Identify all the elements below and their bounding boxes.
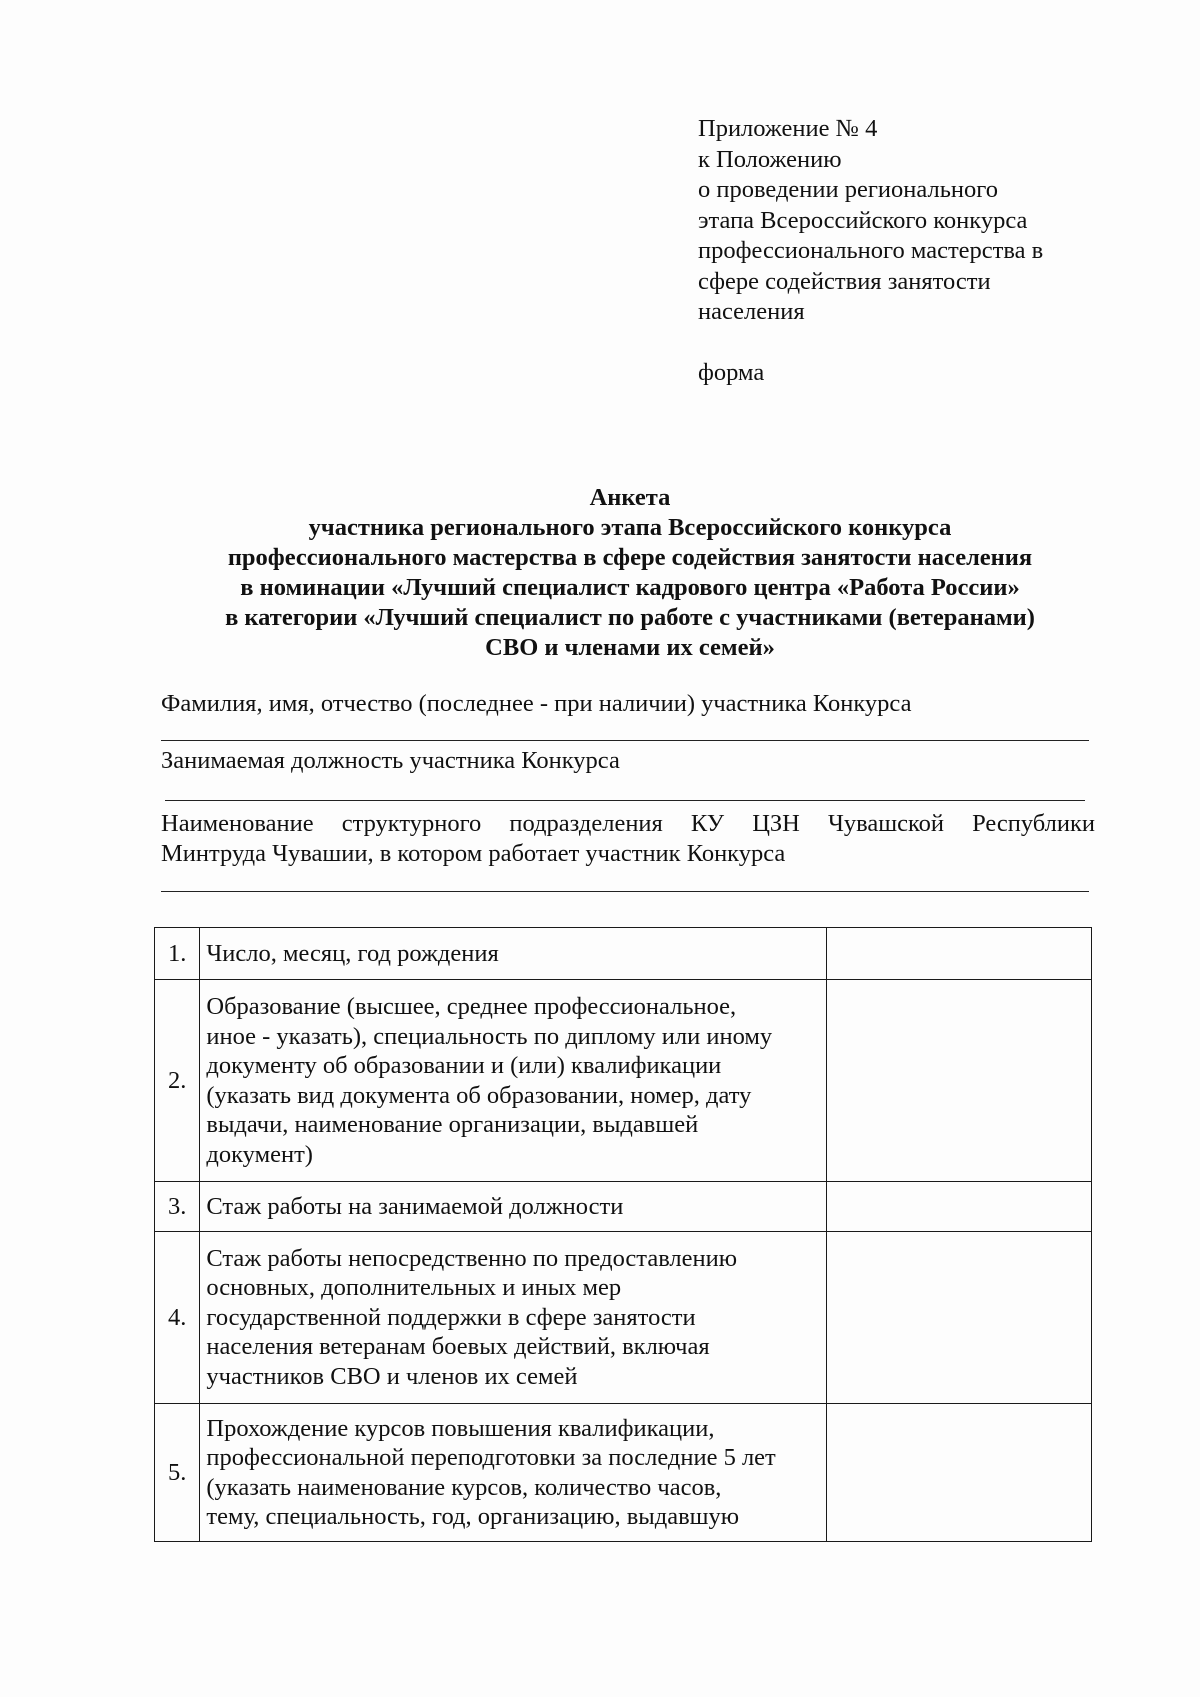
- title-line: в категории «Лучший специалист по работе с участниками (ветеранами): [225, 604, 1035, 631]
- answer-cell[interactable]: [827, 1404, 1092, 1542]
- question-line: тему, специальность, год, организацию, выдавшую: [206, 1503, 740, 1530]
- form-label: форма: [698, 358, 765, 386]
- department-label-line: Минтруда Чувашии, в котором работает участник Конкурса: [161, 840, 786, 867]
- answer-cell[interactable]: [827, 1232, 1092, 1404]
- question-line: Прохождение курсов повышения квалификации,: [206, 1414, 715, 1442]
- row-number: 2.: [155, 980, 200, 1182]
- question-line: участников СВО и членов их семей: [206, 1362, 578, 1390]
- appendix-block: [698, 114, 1138, 388]
- document-title: [140, 483, 1120, 663]
- question-cell: [200, 1232, 827, 1404]
- question-line: (указать наименование курсов, количество часов,: [206, 1473, 722, 1501]
- questionnaire-table: [154, 927, 1092, 1542]
- answer-cell[interactable]: [827, 980, 1092, 1182]
- table-row: [155, 1404, 1092, 1542]
- row-number: 5.: [155, 1404, 200, 1542]
- question-cell: [200, 1404, 827, 1542]
- department-fill-line[interactable]: [161, 891, 1089, 892]
- question-cell: [200, 980, 827, 1182]
- table-row: [155, 980, 1092, 1182]
- appendix-line: населения: [698, 298, 805, 325]
- row-number: 3.: [155, 1182, 200, 1232]
- question-line: документ): [206, 1140, 313, 1168]
- answer-cell[interactable]: [827, 928, 1092, 980]
- appendix-line: этапа Всероссийского конкурса: [698, 206, 1028, 234]
- question-cell: [200, 1182, 827, 1232]
- question-line: населения ветеранам боевых действий, включая: [206, 1333, 710, 1361]
- question-line: Образование (высшее, среднее профессиональное,: [206, 993, 737, 1020]
- table-row: [155, 1232, 1092, 1404]
- question-line: (указать вид документа об образовании, номер, дату: [206, 1081, 752, 1109]
- title-line: СВО и членами их семей»: [485, 634, 775, 661]
- position-fill-line[interactable]: [165, 800, 1085, 801]
- appendix-line: профессионального мастерства в: [698, 237, 1044, 264]
- question-line: Стаж работы непосредственно по предоставлению: [206, 1244, 738, 1272]
- title-line: участника регионального этапа Всероссийского конкурса: [308, 514, 952, 541]
- question-line: Стаж работы на занимаемой должности: [206, 1192, 624, 1220]
- appendix-line: Приложение № 4: [698, 115, 878, 142]
- question-line: основных, дополнительных и иных мер: [206, 1274, 622, 1302]
- title-line: профессионального мастерства в сфере содействия занятости населения: [227, 544, 1033, 571]
- appendix-line: сфере содействия занятости: [698, 267, 991, 295]
- position-label: Занимаемая должность участника Конкурса: [161, 747, 620, 774]
- table-row: [155, 1182, 1092, 1232]
- title-line: в номинации «Лучший специалист кадрового центра «Работа России»: [240, 574, 1020, 601]
- question-line: документу об образовании и (или) квалификации: [206, 1052, 722, 1079]
- question-line: государственной поддержки в сфере занятости: [206, 1303, 696, 1331]
- full-name-label: Фамилия, имя, отчество (последнее - при наличии) участника Конкурса: [161, 690, 912, 717]
- department-label-line: Наименование структурного подразделения КУ ЦЗН Чувашской Республики: [161, 810, 1095, 837]
- question-line: Число, месяц, год рождения: [206, 939, 499, 967]
- row-number: 4.: [155, 1232, 200, 1404]
- appendix-line: к Положению: [698, 145, 842, 173]
- table-row: [155, 928, 1092, 980]
- title-line: Анкета: [589, 484, 671, 511]
- question-line: иное - указать), специальность по диплому или иному: [206, 1022, 773, 1050]
- answer-cell[interactable]: [827, 1182, 1092, 1232]
- question-line: выдачи, наименование организации, выдавшей: [206, 1111, 699, 1138]
- question-line: профессиональной переподготовки за последние 5 лет: [206, 1444, 776, 1471]
- appendix-line: о проведении регионального: [698, 176, 998, 203]
- row-number: 1.: [155, 928, 200, 980]
- department-label: [161, 809, 1095, 869]
- question-cell: [200, 928, 827, 980]
- full-name-fill-line[interactable]: [161, 740, 1089, 741]
